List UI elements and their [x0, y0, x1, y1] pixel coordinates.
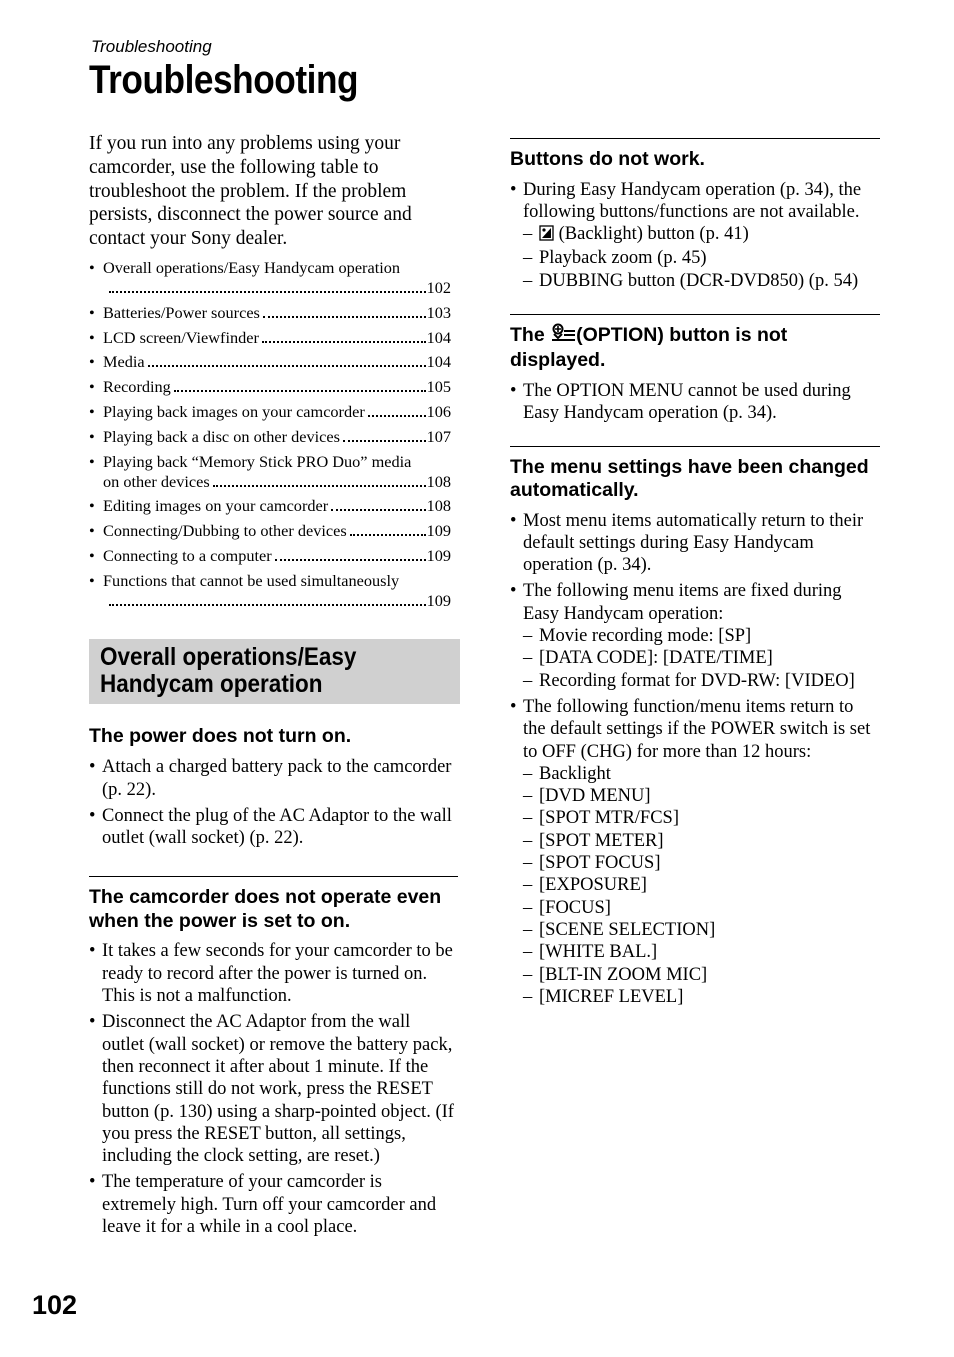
list-item: • The following menu items are fixed during Easy Handycam operation: – Movie recording mode: [SP] – [DATA CODE]: [DATE/TIME] – Recording format for DVD-RW: [VIDEO] — [510, 580, 880, 691]
sub-item: – Backlight — [523, 763, 880, 785]
sub-item: – [SCENE SELECTION] — [523, 919, 880, 941]
toc-item[interactable]: • LCD screen/Viewfinder 104 — [89, 328, 451, 348]
camcorder-list — [89, 940, 457, 1238]
sub-list — [523, 763, 880, 1008]
list-item: • Most menu items automatically return to their default settings during Easy Handycam operation (p. 34). — [510, 510, 880, 577]
option-list — [510, 380, 880, 425]
toc-item[interactable]: • Overall operations/Easy Handycam operation 102 — [89, 258, 451, 298]
list-item: • The temperature of your camcorder is extremely high. Turn off your camcorder and leave it for a while in a cool place. — [89, 1171, 457, 1238]
section-heading: Overall operations/Easy Handycam operation — [100, 642, 357, 698]
toc-item[interactable]: • Playing back images on your camcorder 106 — [89, 402, 451, 422]
right-column — [510, 138, 880, 1012]
section-heading-box — [89, 639, 460, 704]
power-heading: The power does not turn on. — [89, 724, 352, 747]
toc-item[interactable]: • Connecting to a computer 109 — [89, 546, 451, 566]
toc-item[interactable]: • Batteries/Power sources 103 — [89, 303, 451, 323]
toc-item[interactable]: • Functions that cannot be used simultaneously 109 — [89, 571, 451, 611]
page-title: Troubleshooting — [89, 58, 359, 102]
toc-item[interactable]: • Connecting/Dubbing to other devices 109 — [89, 521, 451, 541]
divider — [510, 138, 880, 139]
sub-list — [523, 625, 880, 692]
power-list — [89, 756, 461, 849]
left-column — [89, 132, 461, 1242]
toc-item[interactable]: • Media 104 — [89, 352, 451, 372]
divider — [510, 446, 880, 447]
sub-item: – [MICREF LEVEL] — [523, 986, 880, 1008]
toc-list — [89, 258, 451, 611]
divider — [510, 314, 880, 315]
list-item: • During Easy Handycam operation (p. 34), the following buttons/functions are not available. – (Backlight) button (p. 41) – Playback zoom (p. 45) – DUBBING button (DCR-DVD850) (p. 54) — [510, 179, 880, 292]
sub-item: – [BLT-IN ZOOM MIC] — [523, 964, 880, 986]
sub-item: – Playback zoom (p. 45) — [523, 247, 880, 269]
sub-list — [523, 223, 880, 292]
divider — [89, 876, 458, 877]
running-head: Troubleshooting — [91, 37, 212, 56]
sub-item: – DUBBING button (DCR-DVD850) (p. 54) — [523, 270, 880, 292]
buttons-heading: Buttons do not work. — [510, 148, 705, 170]
page-number: 102 — [32, 1290, 78, 1320]
sub-item: – [SPOT MTR/FCS] — [523, 807, 880, 829]
sub-item: – [DATA CODE]: [DATE/TIME] — [523, 647, 880, 669]
sub-item: – [SPOT FOCUS] — [523, 852, 880, 874]
sub-item: – (Backlight) button (p. 41) — [523, 223, 880, 247]
sub-item: – Recording format for DVD-RW: [VIDEO] — [523, 670, 880, 692]
list-item: • It takes a few seconds for your camcorder to be ready to record after the power is turned on. This is not a malfunction. — [89, 940, 457, 1007]
list-item: • Connect the plug of the AC Adaptor to the wall outlet (wall socket) (p. 22). — [89, 805, 461, 850]
list-item: • The OPTION MENU cannot be used during Easy Handycam operation (p. 34). — [510, 380, 880, 425]
option-icon — [550, 323, 576, 350]
sub-item: – [WHITE BAL.] — [523, 941, 880, 963]
sub-item: – Movie recording mode: [SP] — [523, 625, 880, 647]
menu-heading: The menu settings have been changed automatically. — [510, 455, 869, 502]
buttons-list — [510, 179, 880, 292]
backlight-icon — [539, 225, 554, 247]
toc-item[interactable]: • Editing images on your camcorder 108 — [89, 496, 451, 516]
menu-list — [510, 510, 880, 1009]
list-item: • Disconnect the AC Adaptor from the wall outlet (wall socket) or remove the battery pack, then reconnect it after about 1 minute. If the functions still do not work, press the RESET button (p. 130) using a sharp-pointed object. (If you press the RESET button, all settings, including the clock setting, are reset.) — [89, 1011, 457, 1167]
camcorder-heading: The camcorder does not operate even when the power is set to on. — [89, 886, 442, 932]
sub-item: – [DVD MENU] — [523, 785, 880, 807]
sub-item: – [SPOT METER] — [523, 830, 880, 852]
toc-item[interactable]: • Playing back “Memory Stick PRO Duo” media on other devices 108 — [89, 452, 451, 492]
toc-item[interactable]: • Playing back a disc on other devices 107 — [89, 427, 451, 447]
option-heading: The (OPTION) button is not displayed. — [510, 323, 788, 372]
sub-item: – [EXPOSURE] — [523, 874, 880, 896]
list-item: • The following function/menu items return to the default settings if the POWER switch is set to OFF (CHG) for more than 12 hours: – Backlight – [DVD MENU] – [SPOT MTR/FCS] – [SPOT METER] – [SPOT FOCUS] – [EXPOSURE] – [FOCUS] – [SCENE SELECTION] – [WHITE BAL.] – [BLT-IN ZOOM MIC] – [MICREF LEVEL] — [510, 696, 880, 1008]
list-item: • Attach a charged battery pack to the camcorder (p. 22). — [89, 756, 461, 801]
toc-item[interactable]: • Recording 105 — [89, 377, 451, 397]
sub-item: – [FOCUS] — [523, 897, 880, 919]
intro-paragraph: If you run into any problems using your camcorder, use the following table to troubleshoot the problem. If the problem persists, disconnect the power source and contact your Sony dealer. — [89, 133, 412, 250]
